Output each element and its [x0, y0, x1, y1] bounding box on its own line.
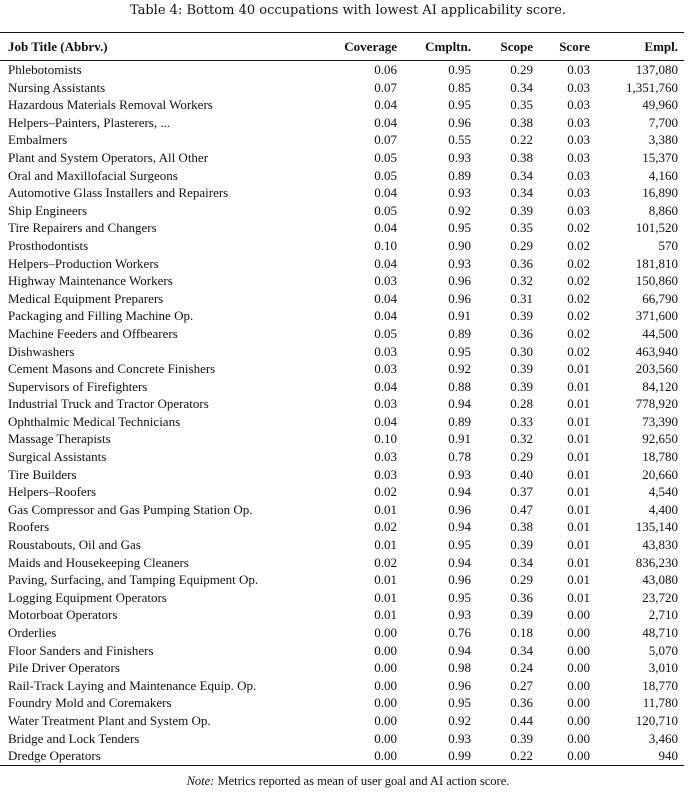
cell-coverage: 0.10 [374, 237, 397, 253]
table-row [0, 659, 684, 677]
cell-score: 0.00 [539, 747, 596, 765]
table-row [0, 378, 684, 396]
cell-completion: 0.96 [448, 677, 471, 693]
cell-completion: 0.96 [448, 501, 471, 517]
cell-scope: 0.34 [510, 167, 533, 183]
cell-employment: 73,390 [642, 413, 678, 429]
cell-scope: 0.39 [510, 730, 533, 746]
cell-score: 0.01 [567, 501, 590, 517]
table-row [0, 79, 684, 97]
cell-job-title: Motorboat Operators [8, 607, 118, 623]
cell-score: 0.02 [567, 220, 590, 236]
cell-completion: 0.76 [448, 625, 471, 640]
note-text: Metrics reported as mean of user goal and AI action score. [217, 774, 510, 788]
cell-job-title: Maids and Housekeeping Cleaners [8, 554, 189, 570]
cell-scope: 0.39 [510, 537, 533, 553]
cell-completion: 0.93 [448, 185, 471, 201]
cell-employment: 135,140 [635, 519, 678, 535]
cell-score: 0.00 [567, 712, 590, 728]
cell-coverage: 0.01 [374, 607, 397, 623]
table-note [0, 774, 696, 789]
cell-job-title: Hazardous Materials Removal Workers [8, 97, 213, 113]
cell-score: 0.03 [567, 202, 590, 218]
cell-scope: 0.36 [510, 695, 533, 711]
cell-job-title: Helpers–Painters, Plasterers, ... [8, 114, 171, 130]
cell-score: 0.01 [567, 396, 590, 412]
cell-scope: 0.36 [510, 589, 533, 605]
table-row [0, 184, 684, 202]
cell-scope: 0.39 [510, 378, 533, 394]
cell-completion: 0.95 [448, 589, 471, 605]
cell-score: 0.00 [567, 695, 590, 711]
cell-employment: 463,940 [635, 343, 678, 359]
table-row [0, 131, 684, 149]
cell-scope: 0.34 [510, 79, 533, 95]
cell-completion: 0.98 [448, 660, 471, 676]
cell-employment: 43,080 [642, 572, 678, 588]
table-row [0, 730, 684, 748]
cell-coverage: 0.04 [374, 185, 397, 201]
cell-score: 0.02 [567, 308, 590, 324]
table-row [0, 290, 684, 308]
cell-job-title: Embalmers [8, 132, 68, 148]
cell-coverage: 0.01 [374, 501, 397, 517]
cell-completion: 0.93 [448, 466, 471, 482]
cell-coverage: 0.00 [374, 625, 397, 640]
cell-employment: 4,540 [648, 484, 678, 500]
cell-completion: 0.93 [448, 607, 471, 623]
cell-completion: 0.95 [448, 220, 471, 236]
cell-completion: 0.95 [448, 97, 471, 113]
occupations-table [0, 32, 684, 766]
cell-job-title: Bridge and Lock Tenders [8, 730, 140, 746]
cell-employment: 3,460 [648, 730, 678, 746]
cell-coverage: 0.00 [374, 677, 397, 693]
cell-coverage: 0.07 [374, 132, 397, 148]
cell-scope: 0.24 [510, 660, 533, 676]
cell-job-title: Orderlies [8, 625, 57, 640]
cell-coverage: 0.05 [374, 202, 397, 218]
cell-job-title: Ship Engineers [8, 202, 88, 218]
cell-score: 0.03 [567, 185, 590, 201]
cell-score: 0.02 [567, 237, 590, 253]
table-row [0, 360, 684, 378]
cell-scope: 0.29 [510, 572, 533, 588]
cell-completion: 0.89 [448, 167, 471, 183]
cell-job-title: Surgical Assistants [8, 449, 107, 465]
cell-score: 0.01 [567, 431, 590, 447]
cell-employment: 44,500 [642, 325, 678, 341]
table-row [0, 202, 684, 220]
header-coverage: Coverage [320, 33, 403, 61]
cell-employment: 49,960 [642, 97, 678, 113]
cell-scope: 0.32 [510, 273, 533, 289]
cell-score: 0.01 [567, 554, 590, 570]
cell-score: 0.01 [567, 378, 590, 394]
cell-job-title: Industrial Truck and Tractor Operators [8, 396, 209, 412]
cell-score: 0.03 [567, 97, 590, 113]
cell-job-title: Logging Equipment Operators [8, 589, 167, 605]
table-row [0, 606, 684, 624]
cell-employment: 1,351,760 [626, 79, 678, 95]
cell-employment: 48,710 [642, 625, 678, 640]
table-row [0, 272, 684, 290]
cell-scope: 0.35 [510, 220, 533, 236]
cell-job-title: Massage Therapists [8, 431, 111, 447]
cell-coverage: 0.03 [374, 466, 397, 482]
cell-employment: 5,070 [648, 642, 678, 658]
cell-score: 0.01 [567, 361, 590, 377]
cell-employment: 101,520 [635, 220, 678, 236]
table-header-row [0, 33, 684, 61]
cell-scope: 0.47 [510, 501, 533, 517]
cell-completion: 0.85 [448, 79, 471, 95]
cell-scope: 0.34 [510, 554, 533, 570]
cell-score: 0.03 [567, 149, 590, 165]
cell-job-title: Oral and Maxillofacial Surgeons [8, 167, 178, 183]
cell-completion: 0.95 [448, 62, 471, 77]
cell-job-title: Roustabouts, Oil and Gas [8, 537, 141, 553]
table-row [0, 694, 684, 712]
cell-scope: 0.33 [510, 413, 533, 429]
cell-scope: 0.22 [477, 747, 539, 765]
cell-job-title: Dredge Operators [0, 747, 320, 765]
cell-completion: 0.94 [448, 642, 471, 658]
cell-job-title: Tire Repairers and Changers [8, 220, 157, 236]
table-row [0, 571, 684, 589]
cell-completion: 0.99 [403, 747, 477, 765]
cell-score: 0.00 [567, 660, 590, 676]
cell-completion: 0.95 [448, 537, 471, 553]
cell-job-title: Automotive Glass Installers and Repairers [8, 185, 229, 201]
cell-employment: 778,920 [635, 396, 678, 412]
cell-coverage: 0.04 [374, 220, 397, 236]
cell-scope: 0.37 [510, 484, 533, 500]
cell-score: 0.03 [567, 79, 590, 95]
cell-scope: 0.32 [510, 431, 533, 447]
cell-completion: 0.96 [448, 114, 471, 130]
table-row [0, 307, 684, 325]
cell-score: 0.01 [567, 572, 590, 588]
table-row [0, 219, 684, 237]
cell-coverage: 0.00 [374, 695, 397, 711]
table-row [0, 237, 684, 255]
cell-job-title: Rail-Track Laying and Maintenance Equip. Op. [8, 677, 257, 693]
cell-employment: 11,780 [642, 695, 678, 711]
cell-score: 0.01 [567, 484, 590, 500]
cell-scope: 0.39 [510, 308, 533, 324]
header-job-title: Job Title (Abbrv.) [0, 33, 320, 61]
table-row [0, 149, 684, 167]
cell-coverage: 0.04 [374, 413, 397, 429]
cell-score: 0.03 [567, 114, 590, 130]
cell-job-title: Cement Masons and Concrete Finishers [8, 361, 216, 377]
cell-completion: 0.78 [448, 449, 471, 465]
cell-coverage: 0.04 [374, 308, 397, 324]
cell-completion: 0.96 [448, 572, 471, 588]
cell-employment: 23,720 [642, 589, 678, 605]
cell-score: 0.03 [567, 132, 590, 148]
cell-employment: 203,560 [635, 361, 678, 377]
table-row [0, 624, 684, 642]
cell-score: 0.00 [567, 642, 590, 658]
cell-job-title: Phlebotomists [8, 62, 82, 77]
table-row [0, 167, 684, 185]
header-scope: Scope [477, 33, 539, 61]
cell-scope: 0.29 [510, 237, 533, 253]
table-row [0, 501, 684, 519]
table-body [0, 61, 684, 766]
table-row [0, 518, 684, 536]
cell-scope: 0.34 [510, 185, 533, 201]
cell-job-title: Highway Maintenance Workers [8, 273, 173, 289]
cell-completion: 0.94 [448, 519, 471, 535]
cell-coverage: 0.04 [374, 290, 397, 306]
cell-job-title: Packaging and Filling Machine Op. [8, 308, 194, 324]
cell-employment: 18,780 [642, 449, 678, 465]
cell-scope: 0.22 [510, 132, 533, 148]
cell-coverage: 0.03 [374, 343, 397, 359]
cell-completion: 0.89 [448, 325, 471, 341]
cell-coverage: 0.05 [374, 149, 397, 165]
cell-completion: 0.95 [448, 695, 471, 711]
cell-job-title: Ophthalmic Medical Technicians [8, 413, 181, 429]
table-row [0, 413, 684, 431]
cell-scope: 0.34 [510, 642, 533, 658]
cell-coverage: 0.03 [374, 273, 397, 289]
cell-coverage: 0.03 [374, 396, 397, 412]
cell-coverage: 0.06 [374, 62, 397, 77]
cell-job-title: Nursing Assistants [8, 79, 106, 95]
cell-score: 0.02 [567, 343, 590, 359]
cell-score: 0.01 [567, 413, 590, 429]
cell-score: 0.00 [567, 730, 590, 746]
cell-score: 0.02 [567, 255, 590, 271]
cell-completion: 0.89 [448, 413, 471, 429]
cell-employment: 836,230 [635, 554, 678, 570]
cell-employment: 18,770 [642, 677, 678, 693]
cell-scope: 0.44 [510, 712, 533, 728]
cell-completion: 0.91 [448, 431, 471, 447]
cell-job-title: Dishwashers [8, 343, 75, 359]
header-completion: Cmpltn. [403, 33, 477, 61]
cell-coverage: 0.01 [374, 589, 397, 605]
table-row [0, 747, 684, 765]
cell-completion: 0.93 [448, 149, 471, 165]
cell-job-title: Roofers [8, 519, 50, 535]
cell-scope: 0.27 [510, 677, 533, 693]
cell-coverage: 0.00 [320, 747, 403, 765]
cell-employment: 940 [596, 747, 684, 765]
table-row [0, 483, 684, 501]
cell-scope: 0.40 [510, 466, 533, 482]
cell-employment: 3,010 [648, 660, 678, 676]
cell-job-title: Supervisors of Firefighters [8, 378, 148, 394]
cell-score: 0.03 [567, 62, 590, 77]
cell-job-title: Tire Builders [8, 466, 77, 482]
cell-job-title: Foundry Mold and Coremakers [8, 695, 172, 711]
cell-coverage: 0.02 [374, 519, 397, 535]
cell-completion: 0.94 [448, 396, 471, 412]
cell-coverage: 0.07 [374, 79, 397, 95]
cell-employment: 43,830 [642, 537, 678, 553]
cell-employment: 16,890 [642, 185, 678, 201]
cell-completion: 0.93 [448, 255, 471, 271]
cell-coverage: 0.00 [374, 712, 397, 728]
cell-job-title: Machine Feeders and Offbearers [8, 325, 178, 341]
table-row [0, 536, 684, 554]
cell-employment: 371,600 [635, 308, 678, 324]
cell-scope: 0.18 [510, 625, 533, 640]
cell-job-title: Gas Compressor and Gas Pumping Station Op. [8, 501, 253, 517]
cell-score: 0.00 [567, 677, 590, 693]
cell-scope: 0.38 [510, 114, 533, 130]
cell-completion: 0.96 [448, 273, 471, 289]
cell-completion: 0.95 [448, 343, 471, 359]
cell-coverage: 0.04 [374, 97, 397, 113]
cell-job-title: Pile Driver Operators [8, 660, 120, 676]
cell-employment: 20,660 [642, 466, 678, 482]
cell-score: 0.01 [567, 466, 590, 482]
cell-employment: 7,700 [648, 114, 678, 130]
cell-employment: 4,400 [648, 501, 678, 517]
cell-coverage: 0.03 [374, 449, 397, 465]
cell-scope: 0.30 [510, 343, 533, 359]
cell-scope: 0.38 [510, 149, 533, 165]
cell-completion: 0.92 [448, 202, 471, 218]
table-row [0, 554, 684, 572]
cell-employment: 15,370 [642, 149, 678, 165]
cell-completion: 0.88 [448, 378, 471, 394]
cell-coverage: 0.01 [374, 572, 397, 588]
cell-scope: 0.35 [510, 97, 533, 113]
table-row [0, 96, 684, 114]
cell-score: 0.03 [567, 167, 590, 183]
cell-completion: 0.94 [448, 554, 471, 570]
cell-scope: 0.36 [510, 325, 533, 341]
cell-coverage: 0.04 [374, 378, 397, 394]
cell-completion: 0.96 [448, 290, 471, 306]
table-caption: Table 4: Bottom 40 occupations with lowest AI applicability score. [129, 3, 567, 18]
cell-employment: 92,650 [642, 431, 678, 447]
cell-scope: 0.39 [510, 202, 533, 218]
cell-job-title: Helpers–Roofers [8, 484, 97, 500]
table-row [0, 712, 684, 730]
cell-completion: 0.91 [448, 308, 471, 324]
cell-completion: 0.93 [448, 730, 471, 746]
cell-completion: 0.92 [448, 712, 471, 728]
cell-score: 0.00 [567, 625, 590, 640]
cell-job-title: Floor Sanders and Finishers [8, 642, 154, 658]
cell-coverage: 0.03 [374, 361, 397, 377]
table-row [0, 343, 684, 361]
cell-coverage: 0.10 [374, 431, 397, 447]
table-row [0, 677, 684, 695]
note-label: Note: [186, 774, 215, 788]
table-row [0, 430, 684, 448]
cell-score: 0.00 [567, 607, 590, 623]
cell-coverage: 0.01 [374, 537, 397, 553]
cell-employment: 2,710 [648, 607, 678, 623]
cell-employment: 8,860 [648, 202, 678, 218]
cell-scope: 0.29 [510, 62, 533, 77]
cell-employment: 570 [658, 237, 678, 253]
cell-employment: 4,160 [648, 167, 678, 183]
table-row [0, 448, 684, 466]
cell-scope: 0.39 [510, 361, 533, 377]
cell-coverage: 0.00 [374, 730, 397, 746]
cell-completion: 0.94 [448, 484, 471, 500]
cell-score: 0.02 [567, 273, 590, 289]
cell-coverage: 0.00 [374, 642, 397, 658]
table-row [0, 61, 684, 79]
cell-job-title: Helpers–Production Workers [8, 255, 159, 271]
cell-completion: 0.92 [448, 361, 471, 377]
cell-coverage: 0.04 [374, 114, 397, 130]
cell-job-title: Prosthodontists [8, 237, 89, 253]
table-row [0, 642, 684, 660]
cell-completion: 0.90 [448, 237, 471, 253]
cell-employment: 137,080 [635, 62, 678, 77]
cell-score: 0.01 [567, 589, 590, 605]
table-row [0, 395, 684, 413]
cell-employment: 66,790 [642, 290, 678, 306]
table-row [0, 255, 684, 273]
cell-scope: 0.31 [510, 290, 533, 306]
cell-scope: 0.38 [510, 519, 533, 535]
table-row [0, 466, 684, 484]
cell-employment: 3,380 [648, 132, 678, 148]
cell-score: 0.01 [567, 519, 590, 535]
cell-score: 0.02 [567, 290, 590, 306]
cell-coverage: 0.05 [374, 167, 397, 183]
cell-score: 0.01 [567, 449, 590, 465]
table-row [0, 114, 684, 132]
cell-coverage: 0.05 [374, 325, 397, 341]
cell-employment: 150,860 [635, 273, 678, 289]
header-employment: Empl. [596, 33, 684, 61]
cell-job-title: Paving, Surfacing, and Tamping Equipment Op. [8, 572, 259, 588]
cell-coverage: 0.02 [374, 484, 397, 500]
cell-coverage: 0.00 [374, 660, 397, 676]
cell-scope: 0.39 [510, 607, 533, 623]
table-container [0, 32, 684, 766]
cell-job-title: Water Treatment Plant and System Op. [8, 712, 211, 728]
header-score: Score [539, 33, 596, 61]
cell-coverage: 0.04 [374, 255, 397, 271]
cell-employment: 120,710 [635, 712, 678, 728]
cell-scope: 0.28 [510, 396, 533, 412]
cell-scope: 0.36 [510, 255, 533, 271]
table-row [0, 325, 684, 343]
cell-score: 0.01 [567, 537, 590, 553]
cell-employment: 84,120 [642, 378, 678, 394]
cell-scope: 0.29 [510, 449, 533, 465]
table-row [0, 589, 684, 607]
cell-job-title: Medical Equipment Preparers [8, 290, 164, 306]
cell-score: 0.02 [567, 325, 590, 341]
cell-employment: 181,810 [635, 255, 678, 271]
cell-completion: 0.55 [448, 132, 471, 148]
cell-job-title: Plant and System Operators, All Other [8, 149, 209, 165]
cell-coverage: 0.02 [374, 554, 397, 570]
